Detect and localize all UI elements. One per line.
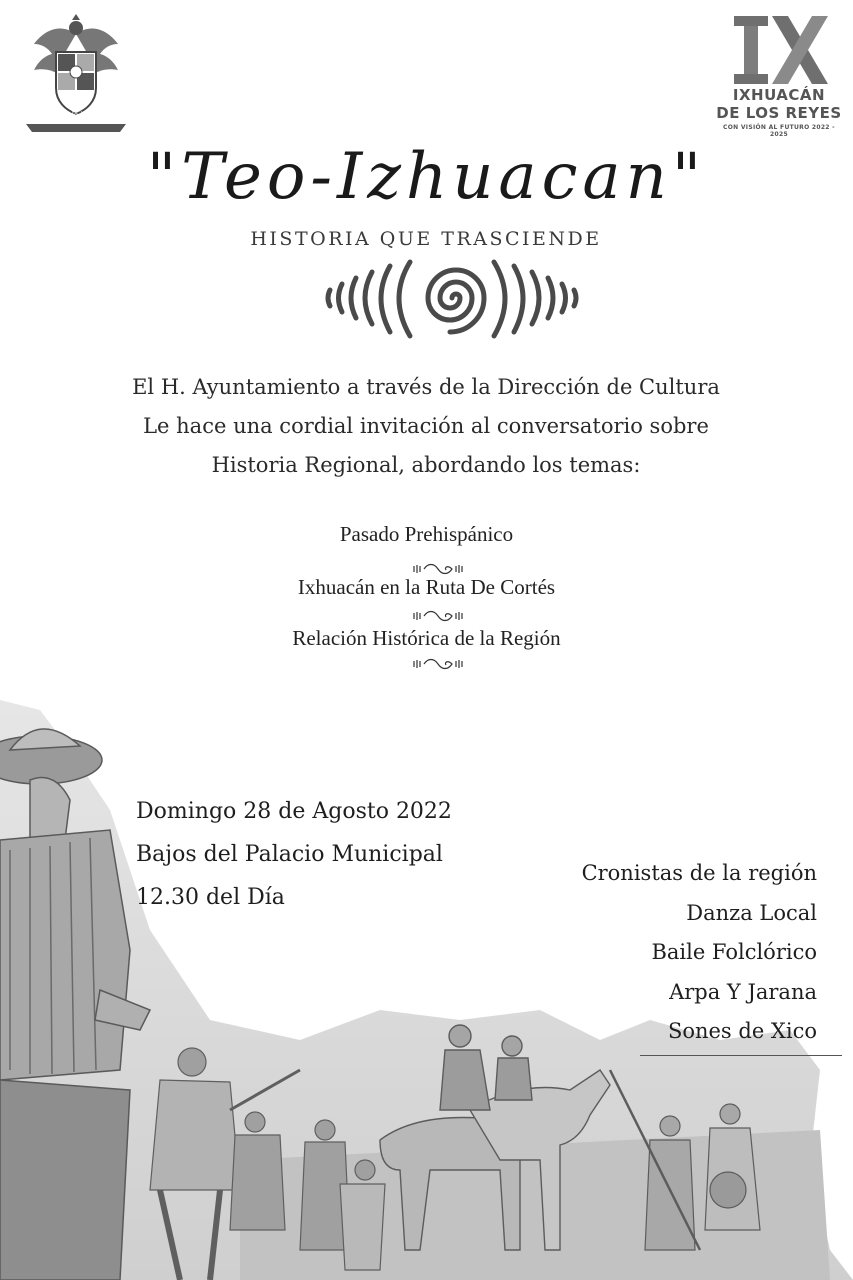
event-details (136, 790, 516, 919)
program-item: Arpa Y Jarana (669, 979, 817, 1004)
invitation-text (0, 368, 853, 485)
ornament-divider-icon (412, 610, 472, 622)
topic-item: Ixhuacán en la Ruta De Cortés (297, 575, 556, 599)
topic-item: Relación Histórica de la Región (292, 626, 561, 650)
logo-line1: IXHUACÁN (732, 86, 826, 104)
ornament-divider-icon (412, 563, 472, 575)
program-item: Danza Local (686, 900, 817, 925)
event-place: Bajos del Palacio Municipal (136, 842, 443, 867)
municipal-crest-icon (22, 14, 130, 138)
program-item: Baile Folclórico (651, 940, 817, 964)
intro-line-1: El H. Ayuntamiento a través de la Dirección de Cultura (132, 375, 720, 399)
logo-line2: DE LOS REYES (716, 104, 842, 122)
event-title: "Teo-Izhuacan" (146, 140, 707, 214)
program-item: Cronistas de la región (581, 861, 817, 885)
event-date: Domingo 28 de Agosto 2022 (136, 799, 452, 824)
intro-line-3: Historia Regional, abordando los temas: (211, 453, 641, 477)
intro-line-2: Le hace una cordial invitación al conversatorio sobre (143, 414, 709, 438)
crest-caption: Ixhuacán de los Reyes (34, 111, 114, 119)
spiral-emblem-icon (322, 256, 582, 340)
logo-tagline: CON VISIÓN AL FUTURO 2022 - 2025 (723, 124, 835, 138)
topic-item: Pasado Prehispánico (339, 522, 514, 546)
program-list (517, 854, 817, 1052)
ornament-divider-icon (412, 658, 472, 670)
program-divider (640, 1055, 842, 1056)
event-time: 12.30 del Día (136, 885, 285, 910)
event-subtitle: HISTORIA QUE TRASCIENDE (250, 228, 602, 250)
program-item: Sones de Xico (667, 1019, 817, 1043)
